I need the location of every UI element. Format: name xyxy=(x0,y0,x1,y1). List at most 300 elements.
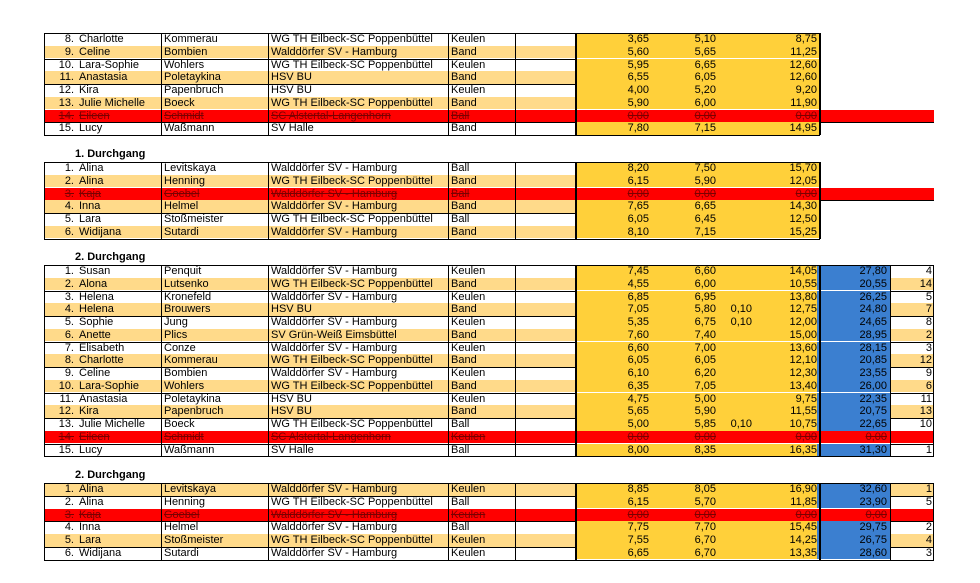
club-name-text: Walddörfer SV - Hamburg xyxy=(271,521,398,534)
total-score-text: 16,90 xyxy=(789,483,817,495)
deduction-text: 0,10 xyxy=(730,418,752,430)
first-name-text: Eileen xyxy=(79,109,110,122)
start-number-text: 3. xyxy=(64,187,74,200)
club-name-text: SV Grün-Weiß Eimsbüttel xyxy=(271,328,397,341)
d-score-text: 5,60 xyxy=(627,45,649,58)
column-divider xyxy=(268,265,269,456)
start-number-text: 11. xyxy=(59,392,74,405)
first-name-text: Helena xyxy=(79,303,114,316)
last-name-text: Goebel xyxy=(164,508,200,521)
club-name-text: Walddörfer SV - Hamburg xyxy=(271,225,398,238)
total-score-text: 12,50 xyxy=(789,213,817,225)
total-score-text: 13,35 xyxy=(789,546,817,559)
club-name-text: WG TH Eilbeck-SC Poppenbüttel xyxy=(271,418,433,430)
d-score-text: 6,15 xyxy=(627,174,649,187)
club-name-text: Walddörfer SV - Hamburg xyxy=(271,483,398,495)
first-name-text: Kira xyxy=(79,405,99,418)
apparatus-text: Keulen xyxy=(451,341,486,354)
overall-sum-text: 0,00 xyxy=(865,430,887,443)
start-number-text: 7. xyxy=(64,341,74,354)
last-name-text: Penquit xyxy=(164,265,202,277)
start-number-text: 2. xyxy=(64,495,74,508)
overall-sum-text: 28,60 xyxy=(859,546,887,559)
total-score-text: 12,00 xyxy=(789,316,817,328)
first-name-text: Alina xyxy=(79,483,104,495)
start-number-text: 4. xyxy=(64,200,74,213)
first-name-text: Kira xyxy=(79,84,99,96)
overall-sum-text: 29,75 xyxy=(859,521,887,534)
total-score-text: 12,75 xyxy=(789,303,817,316)
club-name-text: WG TH Eilbeck-SC Poppenbüttel xyxy=(271,495,433,508)
last-name-text: Stoßmeister xyxy=(164,213,224,225)
sum-divider xyxy=(890,483,891,560)
rank-text: 2 xyxy=(925,328,932,341)
e-score-text: 5,10 xyxy=(694,33,716,45)
apparatus-text: Band xyxy=(451,277,477,290)
first-name-text: Kaja xyxy=(79,187,102,200)
last-name-text: Kommerau xyxy=(164,354,218,367)
total-score-text: 15,45 xyxy=(789,521,817,534)
last-name-text: Sutardi xyxy=(164,546,199,559)
section-d-heading: 2. Durchgang xyxy=(75,469,146,481)
d-score-text: 6,05 xyxy=(627,213,649,225)
e-score-text: 0,00 xyxy=(694,508,716,521)
deduction-text: 0,10 xyxy=(730,316,752,328)
start-number-text: 1. xyxy=(64,162,74,174)
d-score-text: 8,00 xyxy=(627,443,649,456)
start-number-text: 6. xyxy=(64,225,74,238)
apparatus-text: Keulen xyxy=(451,290,486,303)
d-score-text: 5,95 xyxy=(627,58,649,71)
apparatus-text: Keulen xyxy=(451,508,486,521)
total-score-text: 14,30 xyxy=(789,200,817,213)
start-number-text: 10. xyxy=(58,58,74,71)
last-name-text: Bombien xyxy=(164,367,208,379)
last-name-text: Wohlers xyxy=(164,379,205,392)
column-divider xyxy=(448,265,449,456)
d-score-text: 0,00 xyxy=(627,508,649,521)
total-score-text: 0,00 xyxy=(795,508,817,521)
d-score-text: 4,75 xyxy=(627,392,649,405)
apparatus-text: Keulen xyxy=(451,265,486,277)
e-score-text: 7,05 xyxy=(694,379,716,392)
start-number-text: 10. xyxy=(58,379,74,392)
start-number-text: 5. xyxy=(64,213,74,225)
rank-text: 7 xyxy=(925,303,932,316)
start-number-text: 4. xyxy=(64,303,74,316)
rank-text: 4 xyxy=(925,265,932,277)
club-name-text: HSV BU xyxy=(271,392,312,405)
first-name-text: Widijana xyxy=(79,546,122,559)
first-name-text: Elisabeth xyxy=(79,341,125,354)
first-name-text: Alina xyxy=(79,174,104,187)
total-score-text: 13,60 xyxy=(789,341,817,354)
e-score-text: 5,00 xyxy=(694,392,716,405)
club-name-text: Walddörfer SV - Hamburg xyxy=(271,341,398,354)
apparatus-text: Band xyxy=(451,405,477,418)
apparatus-text: Ball xyxy=(451,213,470,225)
apparatus-text: Keulen xyxy=(451,58,486,71)
e-score-text: 0,00 xyxy=(694,109,716,122)
d-score-text: 4,55 xyxy=(627,277,649,290)
column-divider xyxy=(515,483,516,560)
first-name-text: Charlotte xyxy=(79,354,124,367)
apparatus-text: Ball xyxy=(451,521,470,534)
score-divider xyxy=(575,265,577,456)
score-divider xyxy=(819,33,821,135)
club-name-text: WG TH Eilbeck-SC Poppenbüttel xyxy=(271,379,433,392)
start-number-text: 1. xyxy=(64,265,74,277)
first-name-text: Lara xyxy=(79,213,102,225)
last-name-text: Kronefeld xyxy=(164,290,212,303)
first-name-text: Eileen xyxy=(79,430,110,443)
overall-sum-text: 20,85 xyxy=(859,354,887,367)
e-score-text: 0,00 xyxy=(694,430,716,443)
start-number-text: 13. xyxy=(58,96,74,109)
start-number-text: 5. xyxy=(64,534,74,546)
e-score-text: 5,90 xyxy=(694,405,716,418)
section-c-heading: 2. Durchgang xyxy=(75,251,146,263)
club-name-text: HSV BU xyxy=(271,405,312,418)
total-score-text: 11,85 xyxy=(790,495,817,508)
last-name-text: Helmel xyxy=(164,521,199,534)
d-score-text: 7,55 xyxy=(627,534,649,546)
first-name-text: Helena xyxy=(79,290,114,303)
overall-sum-text: 22,65 xyxy=(859,418,887,430)
column-divider xyxy=(161,33,162,135)
overall-sum-text: 26,00 xyxy=(859,379,887,392)
overall-sum-text: 26,25 xyxy=(859,290,887,303)
last-name-text: Papenbruch xyxy=(164,405,224,418)
last-name-text: Waßmann xyxy=(164,122,215,135)
apparatus-text: Ball xyxy=(451,495,470,508)
first-name-text: Celine xyxy=(79,367,111,379)
last-name-text: Levitskaya xyxy=(164,162,216,174)
club-name-text: WG TH Eilbeck-SC Poppenbüttel xyxy=(271,277,433,290)
last-name-text: Lutsenko xyxy=(164,277,209,290)
d-score-text: 0,00 xyxy=(627,430,649,443)
e-score-text: 8,05 xyxy=(694,483,716,495)
club-name-text: SC Alstertal-Langenhorn xyxy=(271,109,391,122)
e-score-text: 5,90 xyxy=(694,174,716,187)
table-border xyxy=(44,483,934,561)
d-score-text: 5,35 xyxy=(627,316,649,328)
club-name-text: WG TH Eilbeck-SC Poppenbüttel xyxy=(271,354,433,367)
first-name-text: Anastasia xyxy=(79,71,128,84)
apparatus-text: Keulen xyxy=(451,33,486,45)
table-border xyxy=(44,265,934,457)
club-name-text: Walddörfer SV - Hamburg xyxy=(271,265,398,277)
first-name-text: Inna xyxy=(79,521,101,534)
apparatus-text: Keulen xyxy=(451,84,486,96)
d-score-text: 7,45 xyxy=(627,265,649,277)
last-name-text: Jung xyxy=(164,316,188,328)
first-name-text: Lara xyxy=(79,534,102,546)
start-number-text: 3. xyxy=(64,508,74,521)
first-name-text: Alona xyxy=(79,277,108,290)
apparatus-text: Band xyxy=(451,328,477,341)
total-score-text: 15,70 xyxy=(789,162,817,174)
club-name-text: Walddörfer SV - Hamburg xyxy=(271,162,398,174)
column-divider xyxy=(268,33,269,135)
last-name-text: Waßmann xyxy=(164,443,215,456)
overall-sum-text: 24,80 xyxy=(859,303,887,316)
apparatus-text: Band xyxy=(451,225,477,238)
total-score-text: 12,10 xyxy=(789,354,817,367)
column-divider xyxy=(448,33,449,135)
club-name-text: WG TH Eilbeck-SC Poppenbüttel xyxy=(271,96,433,109)
club-name-text: Walddörfer SV - Hamburg xyxy=(271,367,398,379)
start-number-text: 3. xyxy=(64,290,74,303)
d-score-text: 6,35 xyxy=(627,379,649,392)
last-name-text: Plics xyxy=(164,328,188,341)
rank-text: 9 xyxy=(925,367,932,379)
e-score-text: 7,50 xyxy=(694,162,716,174)
apparatus-text: Band xyxy=(451,200,477,213)
score-divider xyxy=(575,162,577,239)
total-score-text: 11,55 xyxy=(790,405,817,418)
overall-sum-text: 27,80 xyxy=(859,265,887,277)
column-divider xyxy=(448,483,449,560)
first-name-text: Alina xyxy=(79,495,104,508)
last-name-text: Poletaykina xyxy=(164,392,221,405)
first-name-text: Lucy xyxy=(79,122,103,135)
total-score-text: 0,00 xyxy=(795,109,817,122)
first-name-text: Charlotte xyxy=(79,33,124,45)
total-score-text: 14,25 xyxy=(789,534,817,546)
club-name-text: Walddörfer SV - Hamburg xyxy=(271,45,398,58)
start-number-text: 15. xyxy=(58,443,74,456)
d-score-text: 0,00 xyxy=(627,187,649,200)
rank-text: 10 xyxy=(919,418,932,430)
e-score-text: 6,00 xyxy=(694,96,716,109)
overall-sum-text: 31,30 xyxy=(859,443,887,456)
total-score-text: 12,30 xyxy=(789,367,817,379)
start-number-text: 9. xyxy=(64,367,74,379)
total-score-text: 11,90 xyxy=(790,96,817,109)
column-divider xyxy=(515,265,516,456)
e-score-text: 7,15 xyxy=(694,225,716,238)
e-score-text: 6,20 xyxy=(694,367,716,379)
last-name-text: Conze xyxy=(164,341,196,354)
first-name-text: Julie Michelle xyxy=(79,418,146,430)
first-name-text: Susan xyxy=(79,265,111,277)
overall-sum-text: 23,55 xyxy=(859,367,887,379)
d-score-text: 3,65 xyxy=(627,33,649,45)
e-score-text: 6,05 xyxy=(694,71,716,84)
first-name-text: Anette xyxy=(79,328,111,341)
apparatus-text: Ball xyxy=(451,187,470,200)
first-name-text: Inna xyxy=(79,200,101,213)
last-name-text: Papenbruch xyxy=(164,84,224,96)
overall-sum-text: 20,75 xyxy=(859,405,887,418)
total-score-text: 13,80 xyxy=(789,290,817,303)
club-name-text: WG TH Eilbeck-SC Poppenbüttel xyxy=(271,58,433,71)
apparatus-text: Ball xyxy=(451,162,470,174)
start-number-text: 8. xyxy=(64,354,74,367)
start-number-text: 12. xyxy=(58,84,74,96)
column-divider xyxy=(448,162,449,239)
d-score-text: 0,00 xyxy=(627,109,649,122)
column-divider xyxy=(161,162,162,239)
total-score-text: 9,20 xyxy=(795,84,817,96)
club-name-text: Walddörfer SV - Hamburg xyxy=(271,508,398,521)
total-score-text: 0,00 xyxy=(795,430,817,443)
apparatus-text: Band xyxy=(451,174,477,187)
apparatus-text: Keulen xyxy=(451,534,486,546)
last-name-text: Schmidt xyxy=(164,109,204,122)
last-name-text: Schmidt xyxy=(164,430,204,443)
e-score-text: 5,70 xyxy=(694,495,716,508)
club-name-text: WG TH Eilbeck-SC Poppenbüttel xyxy=(271,213,433,225)
start-number-text: 6. xyxy=(64,546,74,559)
d-score-text: 6,05 xyxy=(627,354,649,367)
first-name-text: Celine xyxy=(79,45,111,58)
rank-text: 1 xyxy=(925,443,932,456)
e-score-text: 6,60 xyxy=(694,265,716,277)
last-name-text: Levitskaya xyxy=(164,483,216,495)
club-name-text: Walddörfer SV - Hamburg xyxy=(271,546,398,559)
start-number-text: 8. xyxy=(64,33,74,45)
rank-text: 5 xyxy=(925,290,932,303)
start-number-text: 1. xyxy=(64,483,74,495)
first-name-text: Lara-Sophie xyxy=(79,58,139,71)
column-divider xyxy=(161,265,162,456)
d-score-text: 8,85 xyxy=(627,483,649,495)
column-divider xyxy=(515,33,516,135)
overall-sum-text: 20,55 xyxy=(859,277,887,290)
section-b-heading: 1. Durchgang xyxy=(75,148,146,160)
d-score-text: 6,15 xyxy=(627,495,649,508)
rank-text: 3 xyxy=(925,546,932,559)
first-name-text: Anastasia xyxy=(79,392,128,405)
rank-text: 6 xyxy=(925,379,932,392)
club-name-text: Walddörfer SV - Hamburg xyxy=(271,187,398,200)
total-score-text: 12,60 xyxy=(789,58,817,71)
rank-text: 14 xyxy=(919,277,932,290)
start-number-text: 15. xyxy=(58,122,74,135)
e-score-text: 6,95 xyxy=(694,290,716,303)
d-score-text: 4,00 xyxy=(627,84,649,96)
e-score-text: 6,65 xyxy=(694,200,716,213)
apparatus-text: Ball xyxy=(451,418,470,430)
total-score-text: 15,00 xyxy=(789,328,817,341)
first-name-text: Widijana xyxy=(79,225,122,238)
rank-text: 2 xyxy=(925,521,932,534)
apparatus-text: Band xyxy=(451,379,477,392)
d-score-text: 5,65 xyxy=(627,405,649,418)
rank-text: 8 xyxy=(925,316,932,328)
apparatus-text: Keulen xyxy=(451,430,486,443)
e-score-text: 6,70 xyxy=(694,534,716,546)
d-score-text: 5,90 xyxy=(627,96,649,109)
overall-sum-text: 24,65 xyxy=(859,316,887,328)
rank-text: 12 xyxy=(919,354,932,367)
start-number-text: 14. xyxy=(58,109,74,122)
last-name-text: Kommerau xyxy=(164,33,218,45)
e-score-text: 6,05 xyxy=(694,354,716,367)
column-divider xyxy=(268,483,269,560)
first-name-text: Kaja xyxy=(79,508,102,521)
overall-sum-text: 23,90 xyxy=(859,495,887,508)
apparatus-text: Keulen xyxy=(451,483,486,495)
overall-sum-text: 0,00 xyxy=(865,508,887,521)
e-score-text: 5,85 xyxy=(694,418,716,430)
e-score-text: 0,00 xyxy=(694,187,716,200)
rank-text: 13 xyxy=(919,405,932,418)
total-score-text: 14,95 xyxy=(789,122,817,135)
d-score-text: 6,55 xyxy=(627,71,649,84)
e-score-text: 5,65 xyxy=(694,45,716,58)
sum-divider xyxy=(890,265,891,456)
club-name-text: SV Halle xyxy=(271,122,314,135)
deduction-text: 0,10 xyxy=(730,303,752,316)
d-score-text: 6,85 xyxy=(627,290,649,303)
club-name-text: WG TH Eilbeck-SC Poppenbüttel xyxy=(271,33,433,45)
overall-sum-text: 28,95 xyxy=(859,328,887,341)
total-score-text: 11,25 xyxy=(790,45,817,58)
column-divider xyxy=(515,162,516,239)
column-divider xyxy=(161,483,162,560)
total-score-text: 9,75 xyxy=(795,392,817,405)
score-divider xyxy=(575,33,577,135)
last-name-text: Brouwers xyxy=(164,303,211,316)
rank-text: 3 xyxy=(925,341,932,354)
last-name-text: Bombien xyxy=(164,45,208,58)
club-name-text: SV Halle xyxy=(271,443,314,456)
club-name-text: HSV BU xyxy=(271,303,312,316)
last-name-text: Boeck xyxy=(164,96,195,109)
last-name-text: Boeck xyxy=(164,418,195,430)
club-name-text: HSV BU xyxy=(271,84,312,96)
rank-text: 11 xyxy=(920,392,932,405)
apparatus-text: Band xyxy=(451,303,477,316)
e-score-text: 5,20 xyxy=(694,84,716,96)
last-name-text: Henning xyxy=(164,495,205,508)
column-divider xyxy=(268,162,269,239)
start-number-text: 2. xyxy=(64,277,74,290)
start-number-text: 5. xyxy=(64,316,74,328)
last-name-text: Poletaykina xyxy=(164,71,221,84)
d-score-text: 6,65 xyxy=(627,546,649,559)
club-name-text: Walddörfer SV - Hamburg xyxy=(271,290,398,303)
score-divider xyxy=(819,483,821,560)
d-score-text: 6,60 xyxy=(627,341,649,354)
last-name-text: Henning xyxy=(164,174,205,187)
apparatus-text: Band xyxy=(451,45,477,58)
start-number-text: 14. xyxy=(58,430,74,443)
overall-sum-text: 22,35 xyxy=(859,392,887,405)
e-score-text: 7,15 xyxy=(694,122,716,135)
apparatus-text: Band xyxy=(451,354,477,367)
total-score-text: 10,75 xyxy=(789,418,817,430)
rank-text: 1 xyxy=(925,483,932,495)
first-name-text: Lara-Sophie xyxy=(79,379,139,392)
total-score-text: 10,55 xyxy=(789,277,817,290)
d-score-text: 6,10 xyxy=(627,367,649,379)
apparatus-text: Keulen xyxy=(451,316,486,328)
d-score-text: 7,05 xyxy=(627,303,649,316)
club-name-text: Walddörfer SV - Hamburg xyxy=(271,316,398,328)
d-score-text: 8,20 xyxy=(627,162,649,174)
last-name-text: Sutardi xyxy=(164,225,199,238)
total-score-text: 8,75 xyxy=(795,33,817,45)
e-score-text: 8,35 xyxy=(694,443,716,456)
overall-sum-text: 28,15 xyxy=(859,341,887,354)
start-number-text: 12. xyxy=(58,405,74,418)
d-score-text: 8,10 xyxy=(627,225,649,238)
e-score-text: 7,00 xyxy=(694,341,716,354)
